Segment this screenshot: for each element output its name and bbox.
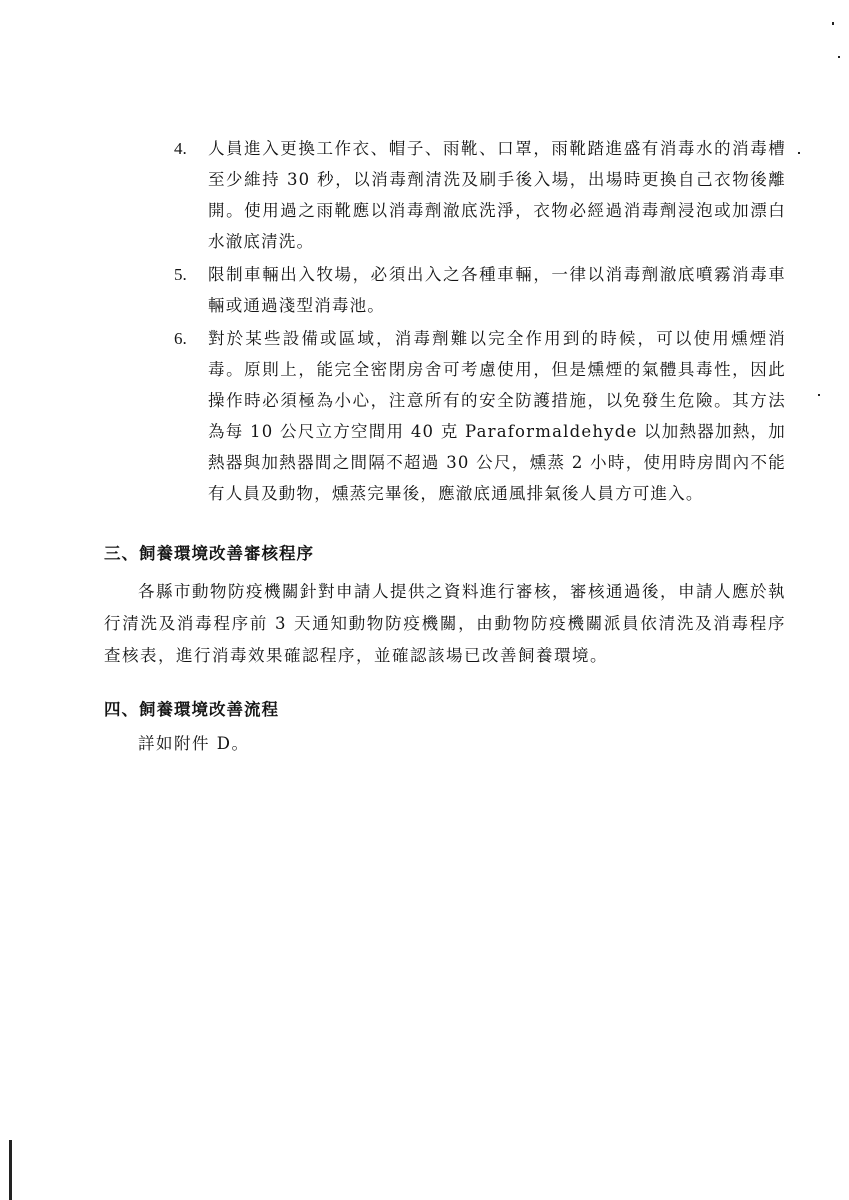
scan-edge-mark [9,1140,12,1200]
section-heading: 四、飼養環境改善流程 [104,700,279,719]
list-item [174,133,786,257]
list-item [174,259,786,321]
section-review-procedure [104,540,786,672]
scan-speck [832,22,834,25]
section-paragraph: 各縣市動物防疫機關針對申請人提供之資料進行審核，審核通過後，申請人應於執行清洗及消毒程序前 3 天通知動物防疫機關，由動物防疫機關派員依清洗及消毒程序查核表，進行消毒效果確認程序，並確認該場已改善飼養環境。 [104,582,786,665]
list-item-number: 5. [174,265,187,284]
list-item-text: 人員進入更換工作衣、帽子、雨靴、口罩，雨靴踏進盛有消毒水的消毒槽至少維持 30 秒，以消毒劑清洗及刷手後入場，出場時更換自己衣物後離開。使用過之雨靴應以消毒劑澈底洗淨，衣物必經過消毒劑浸泡或加漂白水澈底清洗。 [208,139,786,251]
numbered-list [174,133,786,511]
list-item-text: 限制車輛出入牧場，必須出入之各種車輛，一律以消毒劑澈底噴霧消毒車輛或通過淺型消毒池。 [208,265,786,315]
scan-speck [798,152,800,154]
scan-speck [838,56,840,58]
list-item [174,323,786,509]
list-item-text: 對於某些設備或區域，消毒劑難以完全作用到的時候，可以使用燻煙消毒。原則上，能完全密閉房舍可考慮使用，但是燻煙的氣體具毒性，因此操作時必須極為小心，注意所有的安全防護措施，以免發生危險。其方法為每 10 公尺立方空間用 40 克 Paraformaldehyde 以加熱器加熱，加熱器與加熱器間之間隔不超過 30 公尺，燻蒸 2 小時，使用時房間內不能有人員及動物，燻蒸完畢後，應澈底通風排氣後人員方可進入。 [208,329,786,503]
list-item-number: 6. [174,329,187,348]
section-paragraph: 詳如附件 D。 [138,734,250,753]
section-heading: 三、飼養環境改善審核程序 [104,544,314,563]
list-item-number: 4. [174,139,187,158]
section-improvement-flow [104,696,786,760]
scan-speck [818,394,820,396]
